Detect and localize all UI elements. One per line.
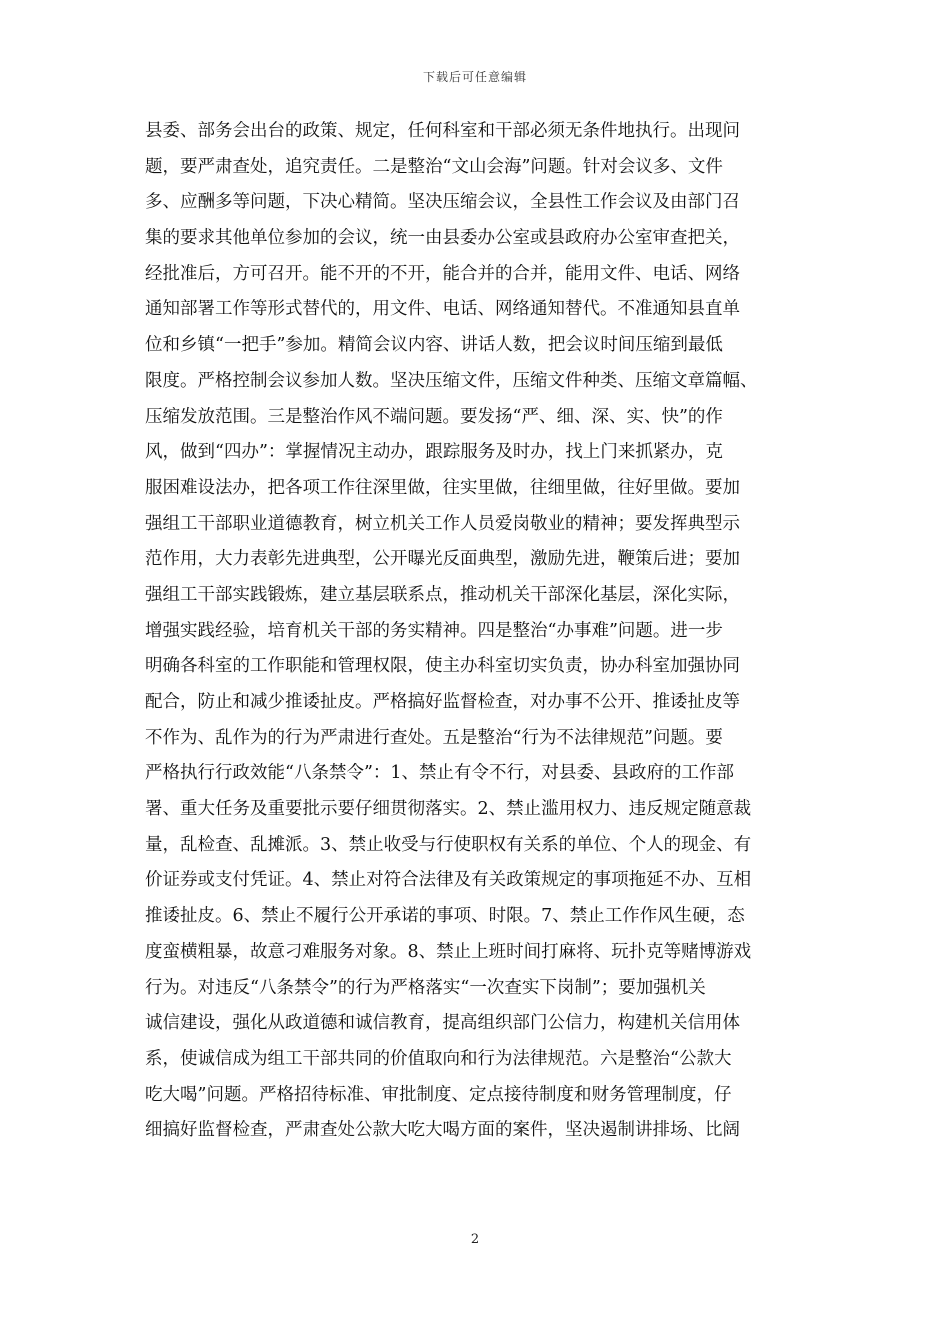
text-line: 吃大喝”问题。严格招待标准、审批制度、定点接待制度和财务管理制度，仔 (145, 1084, 732, 1105)
text-line: 服困难设法办，把各项工作往深里做，往实里做，往细里做，往好里做。要加 (145, 477, 740, 498)
text-line: 集的要求其他单位参加的会议，统一由县委办公室或县政府办公室审查把关， (145, 228, 740, 249)
text-line: 县委、部务会出台的政策、规定，任何科室和干部必须无条件地执行。出现问 (145, 121, 740, 141)
text-line: 严格执行行政效能“八条禁令”：1、禁止有令不行，对县委、县政府的工作部 (145, 763, 735, 784)
text-line: 明确各科室的工作职能和管理权限，使主办科室切实负责，协办科室加强协同 (145, 656, 740, 677)
page-number: 2 (470, 1232, 480, 1247)
text-line: 经批准后，方可召开。能不开的不开，能合并的合并，能用文件、电话、网络 (145, 263, 740, 284)
page-header: 下载后可任意编辑 (422, 70, 527, 84)
text-line: 度蛮横粗暴，故意刁难服务对象。8、禁止上班时间打麻将、玩扑克等赌博游戏 (145, 941, 752, 962)
text-line: 配合，防止和减少推诿扯皮。严格搞好监督检查，对办事不公开、推诿扯皮等 (145, 692, 740, 712)
text-line: 价证券或支付凭证。4、禁止对符合法律及有关政策规定的事项拖延不办、互相 (145, 870, 752, 891)
text-line: 署、重大任务及重要批示要仔细贯彻落实。2、禁止滥用权力、违反规定随意裁 (145, 799, 752, 820)
text-line: 强组工干部实践锻炼，建立基层联系点，推动机关干部深化基层，深化实际， (145, 584, 740, 605)
text-line: 通知部署工作等形式替代的，用文件、电话、网络通知替代。不准通知县直单 (145, 299, 740, 320)
text-line: 推诿扯皮。6、禁止不履行公开承诺的事项、时限。7、禁止工作作风生硬，态 (145, 906, 745, 927)
text-line: 强组工干部职业道德教育，树立机关工作人员爱岗敬业的精神；要发挥典型示 (145, 513, 740, 534)
text-line: 题，要严肃查处，追究责任。二是整治“文山会海”问题。针对会议多、文件 (145, 156, 723, 177)
text-line: 系，使诚信成为组工干部共同的价值取向和行为法律规范。六是整治“公款大 (145, 1048, 732, 1069)
text-line: 增强实践经验，培育机关干部的务实精神。四是整治“办事难”问题。进一步 (145, 620, 723, 641)
body-text (145, 114, 811, 1149)
text-line: 限度。严格控制会议参加人数。坚决压缩文件，压缩文件种类、压缩文章篇幅、 (145, 370, 758, 391)
text-line: 范作用，大力表彰先进典型，公开曝光反面典型，激励先进，鞭策后进；要加 (145, 549, 740, 570)
text-line: 压缩发放范围。三是整治作风不端问题。要发扬“严、细、深、实、快”的作 (145, 406, 723, 427)
text-line: 诚信建设，强化从政道德和诚信教育，提高组织部门公信力，构建机关信用体 (145, 1013, 740, 1034)
text-line: 量，乱检查、乱摊派。3、禁止收受与行使职权有关系的单位、个人的现金、有 (145, 834, 752, 855)
text-line: 多、应酬多等问题，下决心精简。坚决压缩会议，全县性工作会议及由部门召 (145, 192, 740, 213)
text-line: 位和乡镇“一把手”参加。精简会议内容、讲话人数，把会议时间压缩到最低 (145, 335, 723, 356)
text-line: 风，做到“四办”：掌握情况主动办，跟踪服务及时办，找上门来抓紧办，克 (145, 442, 723, 463)
text-line: 细搞好监督检查，严肃查处公款大吃大喝方面的案件，坚决遏制讲排场、比阔 (145, 1120, 740, 1141)
text-line: 行为。对违反“八条禁令”的行为严格落实“一次查实下岗制”；要加强机关 (145, 977, 706, 998)
text-line: 不作为、乱作为的行为严肃进行查处。五是整治“行为不法律规范”问题。要 (145, 727, 723, 748)
